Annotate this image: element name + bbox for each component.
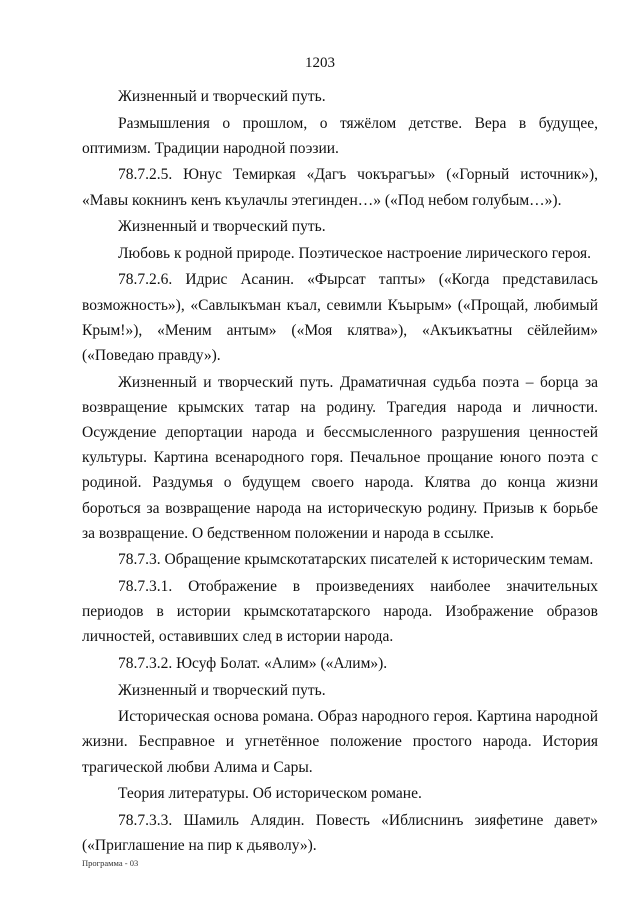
paragraph: Жизненный и творческий путь. <box>118 218 326 236</box>
page-number: 1203 <box>305 55 335 71</box>
paragraph: 78.7.3.2. Юсуф Болат. «Алим» («Алим»). <box>118 654 388 672</box>
paragraph: 78.7.3. Обращение крымскотатарских писателей к историческим темам. <box>118 551 594 569</box>
paragraph: Жизненный и творческий путь. <box>118 88 326 105</box>
paragraph: 78.7.2.5. Юнус Темиркая «Дагъ чокърагъы» («Горный источник»), «Мавы кокнинъ кенъ къулачлы этегинден…» («Под небом голубым…»). <box>82 166 598 209</box>
paragraph: 78.7.2.6. Идрис Асанин. «Фырсат тапты» («Когда представилась возможность»), «Савлыкъман къал, севимли Къырым» («Прощай, любимый Крым!»), «Меним антым» («Моя клятва»), «Акъикъатны сёйлейим» («Поведаю правду»). <box>82 271 598 364</box>
paragraph: Жизненный и творческий путь. Драматичная судьба поэта – борца за возвращение крымских татар на родину. Трагедия народа и личности. Осуждение депортации народа и бессмысленного разрушения ценностей культуры. Картина всенародного горя. Печальное прощание юного поэта с родиной. Раздумья о будущем своего народа. Клятва до конца жизни бороться за возвращение народа на историческую родину. Призыв к борьбе за возвращение. О бедственном положении и народа в ссылке. <box>82 373 598 542</box>
paragraph: Историческая основа романа. Образ народного героя. Картина народной жизни. Бесправное и угнетённое положение простого народа. История трагической любви Алима и Сары. <box>82 708 598 776</box>
paragraph: 78.7.3.1. Отображение в произведениях наиболее значительных периодов в истории крымскотатарского народа. Изображение образов личностей, оставивших след в истории народа. <box>82 577 598 646</box>
paragraph: Теория литературы. Об историческом романе. <box>118 785 422 803</box>
document-body <box>82 84 598 860</box>
paragraph: Жизненный и творческий путь. <box>118 681 326 699</box>
paragraph: Любовь к родной природе. Поэтическое настроение лирического героя. <box>118 244 591 262</box>
footer-note: Программа - 03 <box>82 858 139 868</box>
paragraph: Размышления о прошлом, о тяжёлом детстве. Вера в будущее, оптимизм. Традиции народной поэзии. <box>82 114 598 157</box>
paragraph: 78.7.3.3. Шамиль Алядин. Повесть «Иблиснинъ зияфетине давет» («Приглашение на пир к дьяволу»). <box>82 811 598 854</box>
